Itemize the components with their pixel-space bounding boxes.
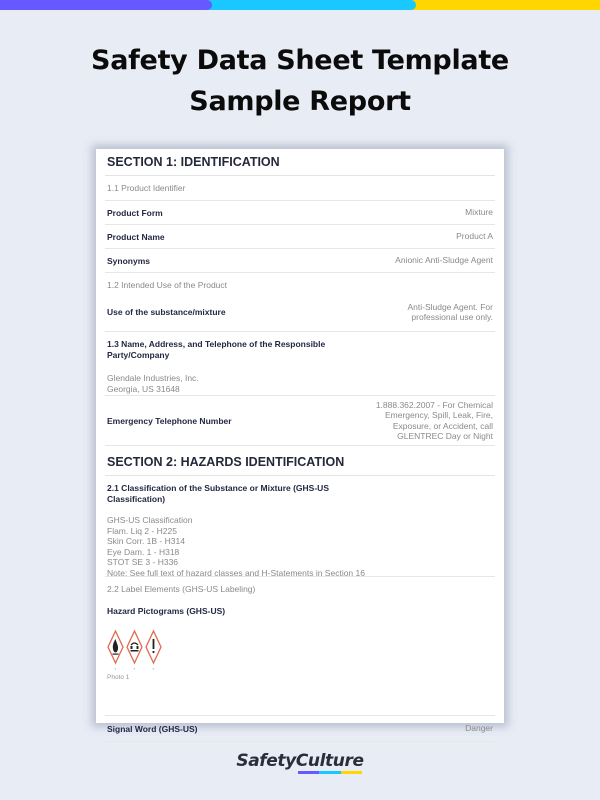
page-title-line-1: Safety Data Sheet Template [91,45,509,76]
row-label: Emergency Telephone Number [107,415,232,426]
underline-cyan [319,771,340,774]
row-emergency-phone [105,396,495,446]
value-line: professional use only. [411,312,493,322]
label-line: 1.3 Name, Address, and Telephone of the Responsible [107,339,326,349]
classification-line: Skin Corr. 1B - H314 [107,536,185,546]
row-value: Product A [456,231,493,242]
photo-caption: Photo 1 [107,674,130,681]
address-line: Georgia, US 31648 [107,383,180,394]
value-line: Anti-Sludge Agent. For [407,301,493,312]
top-bar-cyan [204,0,416,10]
classification-line: Note: See full text of hazard classes and H-Statements in Section 16 [107,567,365,578]
brand-underline [298,771,361,774]
top-color-bar [0,0,600,10]
row-label: Signal Word (GHS-US) [107,723,198,734]
classification-line: GHS-US Classification [107,515,193,525]
responsible-party-block [105,332,495,396]
pictogram-photo[interactable] [107,630,493,670]
row-synonyms [105,249,495,273]
brand-name [236,751,363,771]
subsection-2-2: 2.2 Label Elements (GHS-US Labeling) [107,584,256,594]
row-label: Product Form [107,207,163,218]
classification-line: STOT SE 3 - H336 [107,557,179,567]
label-line: Classification) [107,494,166,504]
pictograms-label: Hazard Pictograms (GHS-US) [107,606,226,616]
classification-block [105,476,495,577]
responsible-party-address [107,373,493,394]
responsible-party-label [107,339,493,361]
row-label: Use of the substance/mixture [107,307,226,317]
page-title-line-2: Sample Report [189,86,411,117]
address-line: Glendale Industries, Inc. [107,373,199,383]
corrosion-pictogram-icon [126,630,143,670]
sds-document-card [96,149,504,734]
exclamation-pictogram-icon [145,630,162,670]
row-value: Anionic Anti-Sludge Agent [395,255,493,266]
row-label: Product Name [107,231,165,242]
value-line: Exposure, or Accident, call [392,420,493,431]
underline-yellow [341,771,362,774]
row-value: Mixture [465,207,493,218]
value-line: Emergency, Spill, Leak, Fire, [384,410,493,420]
classification-lines [107,515,493,578]
row-product-name [105,225,495,249]
page-title [0,40,600,122]
label-line: 2.1 Classification of the Substance or Mixture (GHS-US [107,483,329,493]
section-1-heading: SECTION 1: IDENTIFICATION [105,149,495,176]
value-line: GLENTREC Day or Night [397,431,493,441]
pictograms-block [105,601,495,716]
label-line: Party/Company [107,350,170,360]
row-use [105,297,495,332]
section-2-heading: SECTION 2: HAZARDS IDENTIFICATION [105,446,495,476]
classification-label [107,483,493,505]
value-line: 1.888.362.2007 - For Chemical [375,399,493,410]
subsection-1-2: 1.2 Intended Use of the Product [107,280,228,290]
underline-purple [298,771,319,774]
pictogram-code: ▪ [152,666,155,671]
row-value [376,400,493,442]
row-product-form [105,201,495,225]
brand-name-text: SafetyCulture [236,751,364,771]
flame-pictogram-icon [107,630,124,670]
row-signal-word [105,716,495,742]
classification-line: Flam. Liq 2 - H225 [107,525,177,536]
top-bar-yellow [408,0,600,10]
row-label: Synonyms [107,255,150,266]
pictogram-code: ▪ [114,666,117,671]
top-bar-purple [0,0,212,10]
classification-line: Eye Dam. 1 - H318 [107,546,180,557]
safetyculture-logo [0,751,600,771]
pictogram-code: ▪ [133,666,136,671]
row-value: Danger [465,723,493,734]
subsection-1-1: 1.1 Product Identifier [105,176,495,201]
row-value [407,302,493,323]
